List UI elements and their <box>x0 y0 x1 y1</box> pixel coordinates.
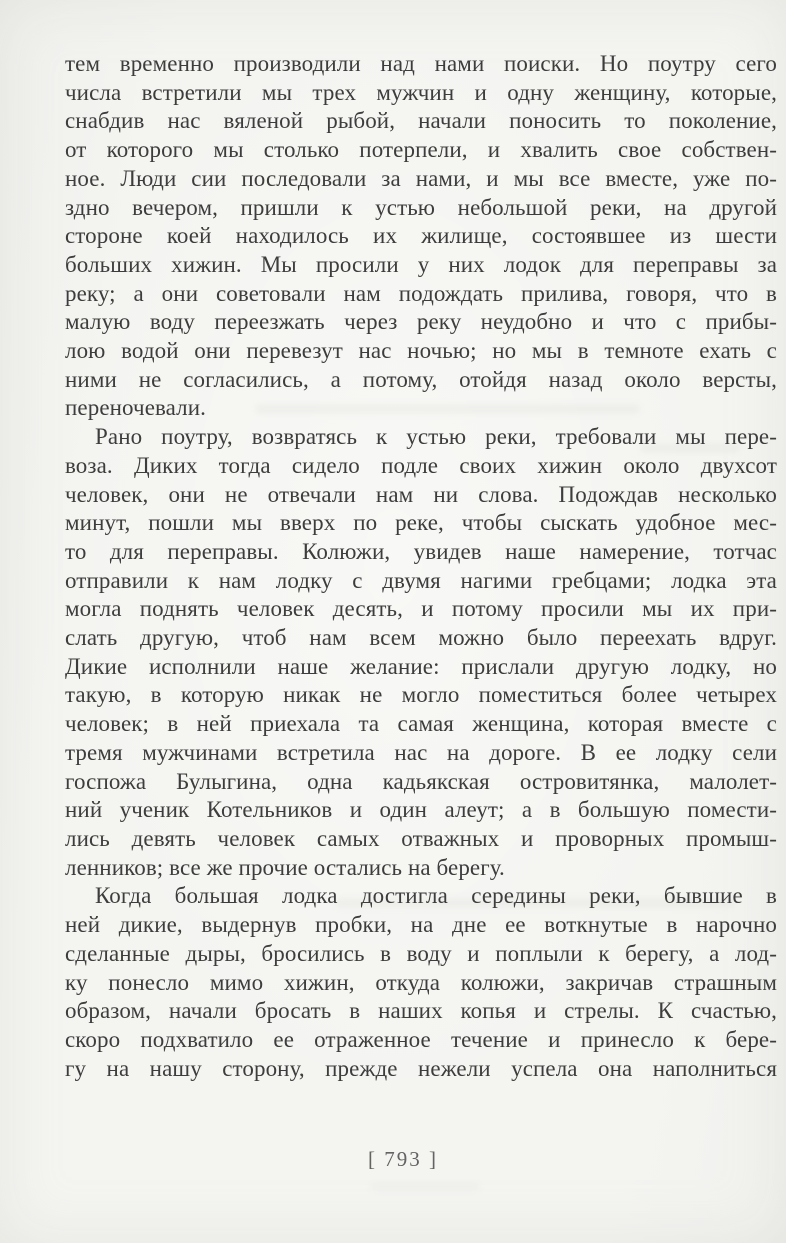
text-line: реку; а они советовали нам подождать прилива, говоря, что в <box>65 280 777 306</box>
paragraph-2 <box>65 423 777 882</box>
text-line: ное. Люди сии последовали за нами, и мы все вместе, уже по- <box>65 165 777 191</box>
text-line: больших хижин. Мы просили у них лодок для переправы за <box>65 251 777 277</box>
text-line: ку понесло мимо хижин, откуда колюжи, закричав страшным <box>65 969 777 995</box>
text-line: гу на нашу сторону, прежде нежели успела она наполниться <box>65 1055 777 1081</box>
text-line: Дикие исполнили наше желание: прислали другую лодку, но <box>65 653 777 679</box>
text-line: ний ученик Котельников и один алеут; а в большую помести- <box>65 797 777 823</box>
text-line: скоро подхватило ее отраженное течение и принесло к бере- <box>65 1026 777 1052</box>
text-line: человек; в ней приехала та самая женщина, которая вместе с <box>65 711 777 737</box>
text-line: тем временно производили над нами поиски. Но поутру сего <box>65 51 777 76</box>
text-line: лись девять человек самых отважных и проворных промыш- <box>65 825 777 851</box>
text-line: минут, пошли мы вверх по реке, чтобы сыскать удобное мес- <box>65 510 777 536</box>
ink-bleedthrough-mark <box>370 1183 480 1190</box>
text-line: могла поднять человек десять, и потому просили мы их при- <box>65 596 777 622</box>
text-line: госпожа Булыгина, одна кадьякская островитянка, малолет- <box>65 768 777 794</box>
text-line: тремя мужчинами встретила нас на дороге. В ее лодку сели <box>65 739 777 765</box>
text-line: образом, начали бросать в наших копья и стрелы. К счастью, <box>65 998 777 1024</box>
text-line: от которого мы столько потерпели, и хвалить свое собствен- <box>65 137 777 163</box>
text-line: Когда большая лодка достигла середины реки, бывшие в <box>95 883 777 909</box>
text-line: слать другую, чтоб нам всем можно было переехать вдруг. <box>65 625 777 651</box>
text-line: ними не согласились, а потому, отойдя назад около версты, <box>65 366 777 392</box>
text-line: лою водой они перевезут нас ночью; но мы в темноте ехать с <box>65 338 777 364</box>
text-line: отправили к нам лодку с двумя нагими гребцами; лодка эта <box>65 567 777 593</box>
text-line: числа встретили мы трех мужчин и одну женщину, которые, <box>65 79 777 105</box>
text-line: Рано поутру, возвратясь к устью реки, требовали мы пере- <box>95 424 777 450</box>
text-line: переночевали. <box>65 395 207 421</box>
page-number: [ 793 ] <box>368 1147 438 1171</box>
text-line: малую воду переезжать через реку неудобно и что с прибы- <box>65 309 777 335</box>
text-line: снабдив нас вяленой рыбой, начали поносить то поколение, <box>65 108 777 134</box>
text-line: ней дикие, выдернув пробки, на дне ее воткнутые в нарочно <box>65 912 777 938</box>
paragraph-1 <box>65 50 777 423</box>
text-line: здно вечером, пришли к устью небольшой реки, на другой <box>65 194 777 220</box>
text-line: воза. Диких тогда сидело подле своих хижин около двухсот <box>65 452 777 478</box>
paragraph-3 <box>65 882 777 1083</box>
text-line: сделанные дыры, бросились в воду и поплыли к берегу, а лод- <box>65 940 777 966</box>
text-line: такую, в которую никак не могло поместиться более четырех <box>65 682 777 708</box>
text-line: стороне коей находилось их жилище, состоявшее из шести <box>65 223 777 249</box>
text-line: человек, они не отвечали нам ни слова. Подождав несколько <box>65 481 777 507</box>
text-line: то для переправы. Колюжи, увидев наше намерение, тотчас <box>65 538 777 564</box>
text-line: ленников; все же прочие остались на берегу. <box>65 854 505 880</box>
text-block <box>65 50 777 1083</box>
